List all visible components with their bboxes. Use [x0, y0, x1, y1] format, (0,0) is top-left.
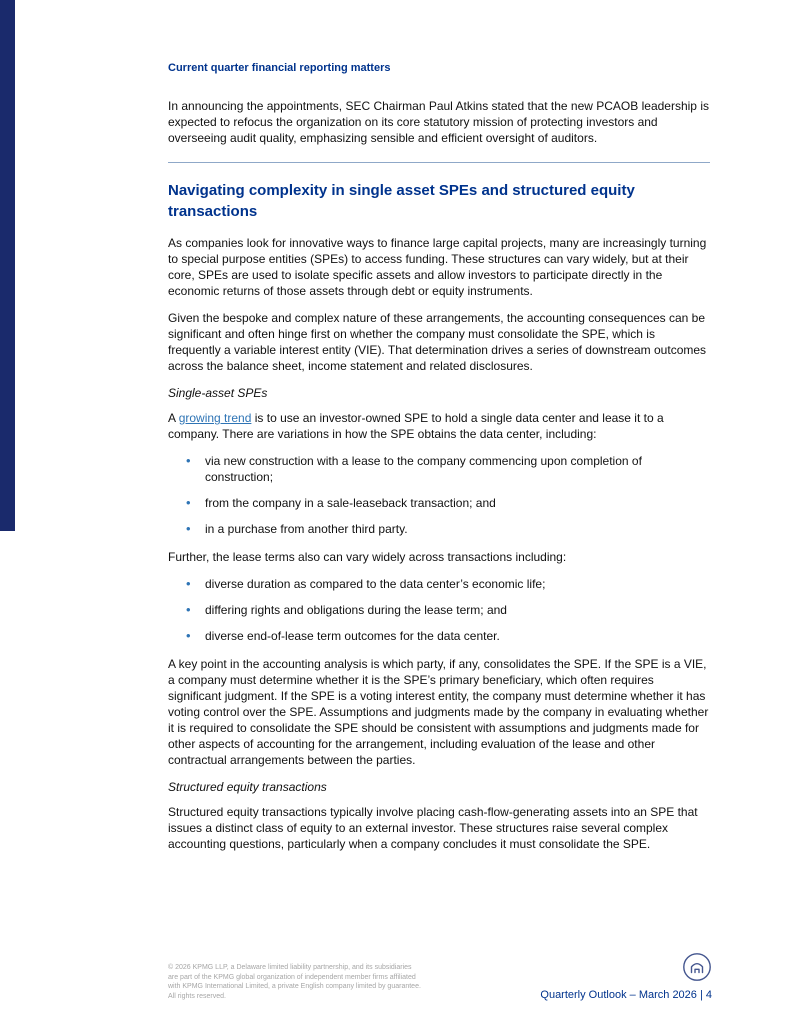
- subheading-structured-equity: Structured equity transactions: [168, 780, 327, 794]
- home-icon[interactable]: [682, 952, 712, 982]
- copyright-line: © 2026 KPMG LLP, a Delaware limited liability partnership, and its subsidiaries: [168, 964, 412, 971]
- copyright-text: [168, 963, 421, 1001]
- paragraph-consolidation-analysis: A key point in the accounting analysis is which party, if any, consolidates the SPE. If the SPE is a VIE, a company must determine whether it is the SPE’s primary beneficiary, which often requires significant judgment. If the SPE is a voting interest entity, the company must determine whether it has voting control over the SPE. Assumptions and judgments made by the company in evaluating whether it is required to consolidate the SPE should be consistent with assumptions and judgments made for other aspects of accounting for the arrangement, including evaluation of the lease and other contractual arrangements between the parties.: [168, 657, 709, 767]
- bullet-text: diverse end-of-lease term outcomes for the data center.: [205, 629, 500, 643]
- subheading-single-asset-spes: Single-asset SPEs: [168, 386, 268, 400]
- growing-trend-link[interactable]: growing trend: [178, 411, 252, 425]
- paragraph-structured-equity: Structured equity transactions typically involve placing cash-flow-generating assets into an SPE that issues a distinct class of equity to an external investor. These structures raise several complex accounting questions, particularly when a company concludes it must consolidate the SPE.: [168, 805, 698, 851]
- bullet-text: from the company in a sale-leaseback transaction; and: [205, 496, 496, 510]
- paragraph-lease-terms: Further, the lease terms also can vary widely across transactions including:: [168, 550, 567, 564]
- list-item: [168, 628, 710, 644]
- copyright-line: are part of the KPMG global organization of independent member firms affiliated: [168, 973, 416, 981]
- bullet-text: via new construction with a lease to the company commencing upon completion of construction;: [205, 454, 642, 484]
- list-item: [168, 495, 710, 511]
- paragraph-spe-overview: As companies look for innovative ways to finance large capital projects, many are increasingly turning to special purpose entities (SPEs) to access funding. These structures can vary widely, but at their core, SPEs are used to isolate specific assets and allow investors to participate directly in the economic returns of those assets through debt or equity instruments.: [168, 236, 707, 298]
- copyright-line: All rights reserved.: [168, 992, 226, 1000]
- bullet-text: differing rights and obligations during the lease term; and: [205, 603, 507, 617]
- running-header: Current quarter financial reporting matters: [168, 62, 391, 74]
- left-accent-bar: [0, 0, 15, 531]
- bullet-text: diverse duration as compared to the data center’s economic life;: [205, 577, 546, 591]
- list-item: [168, 602, 710, 618]
- section-title: Navigating complexity in single asset SPEs and structured equity transactions: [168, 182, 635, 220]
- list-item: [168, 453, 710, 485]
- text-before-link: A: [168, 411, 179, 425]
- copyright-line: with KPMG International Limited, a private English company limited by guarantee.: [168, 983, 421, 990]
- page-footer: [168, 952, 712, 1001]
- bullet-text: in a purchase from another third party.: [205, 522, 408, 536]
- content-column: [168, 60, 710, 863]
- paragraph-accounting-consequences: Given the bespoke and complex nature of these arrangements, the accounting consequences can be significant and often hinge first on whether the company must consolidate the SPE, which is frequently a variable interest entity (VIE). That determination drives a series of downstream outcomes across the balance sheet, income statement and related disclosures.: [168, 311, 707, 373]
- paragraph-growing-trend: [168, 410, 710, 442]
- list-item: [168, 521, 710, 537]
- footer-right: [540, 952, 712, 1001]
- list-item: [168, 576, 710, 592]
- intro-paragraph: In announcing the appointments, SEC Chairman Paul Atkins stated that the new PCAOB leadership is expected to refocus the organization on its core statutory mission of protecting investors and overseeing audit quality, emphasizing sensible and efficient oversight of auditors.: [168, 99, 709, 145]
- page-label: Quarterly Outlook – March 2026 | 4: [540, 989, 712, 1001]
- section-divider: [168, 162, 710, 163]
- text-after-link: is to use an investor-owned SPE to hold a single data center and lease it to a company. There are variations in how the SPE obtains the data center, including:: [168, 411, 664, 441]
- bullet-list-spe-obtains: [168, 453, 710, 537]
- bullet-list-lease-terms: [168, 576, 710, 644]
